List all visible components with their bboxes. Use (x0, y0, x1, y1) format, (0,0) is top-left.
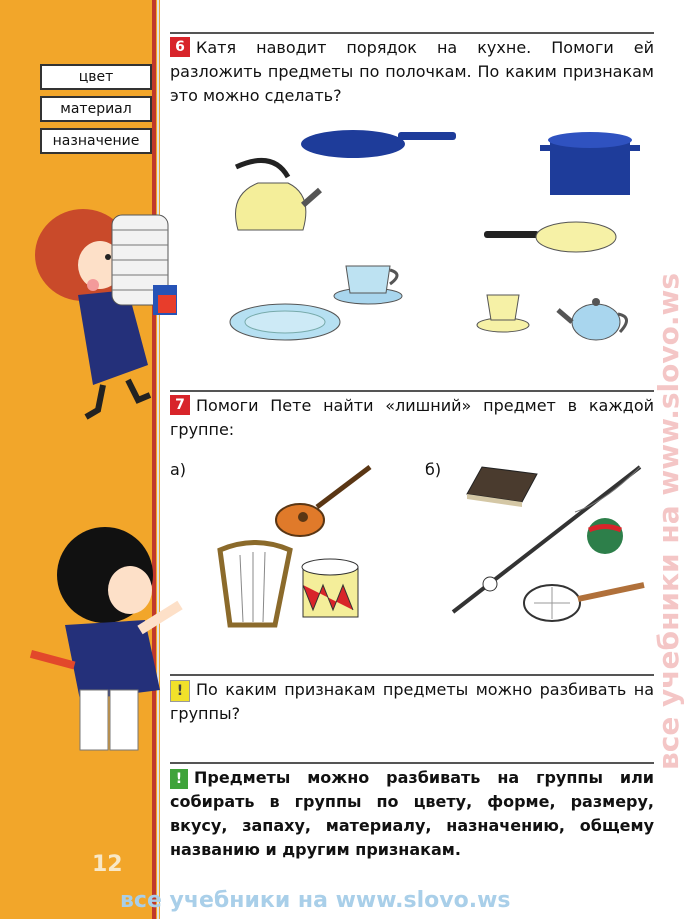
margin-white-edge (157, 0, 159, 919)
task6-number: 6 (170, 37, 190, 57)
tag-purpose: назначение (40, 128, 152, 154)
watermark-side: все учебники на www.slovo.ws (652, 273, 685, 770)
task7-number: 7 (170, 395, 190, 415)
task6-top-rule (170, 32, 654, 34)
group-b-label: б) (425, 460, 442, 479)
harp (215, 540, 295, 635)
question-mark-icon: ! (170, 680, 190, 702)
boy-illustration (10, 520, 200, 770)
guitar (275, 462, 375, 542)
kettle-yellow (228, 155, 323, 235)
margin-red-edge (152, 0, 156, 919)
task7-text: Помоги Пете найти «лишний» предмет в каждой группе: (170, 396, 654, 439)
task6-text: Катя наводит порядок на кухне. Помоги ей разложить предметы по полочкам. По каким признакам это можно сделать? (170, 38, 654, 105)
rule-text: Предметы можно разбивать на группы или собирать в группы по цвету, форме, размеру, вкусу, запаху, материалу, назначению, общему названию и другим признакам. (170, 768, 654, 859)
rule-block (170, 766, 654, 862)
girl-with-dishes-illustration (18, 185, 188, 430)
teacup-blue (332, 258, 407, 308)
tennis-racket (522, 575, 647, 625)
task7-block (170, 394, 654, 442)
exclamation-icon: ! (170, 769, 188, 789)
rule-top-rule (170, 762, 654, 764)
question-text: По каким признакам предметы можно разбивать на группы? (170, 680, 654, 723)
question-top-rule (170, 674, 654, 676)
watermark-bottom: все учебники на www.slovo.ws (120, 888, 511, 913)
task7-top-rule (170, 390, 654, 392)
plate-blue (228, 300, 343, 345)
task6-block (170, 36, 654, 108)
question-block (170, 678, 654, 726)
page-number: 12 (92, 852, 123, 877)
group-a-label: а) (170, 460, 187, 479)
drum (298, 555, 363, 625)
saucepan-blue (540, 125, 640, 200)
ball (584, 515, 626, 557)
tag-material: материал (40, 96, 152, 122)
tag-color: цвет (40, 64, 152, 90)
teapot-blue (556, 292, 636, 342)
small-cup-yellow (475, 290, 535, 335)
frying-pan-yellow (484, 215, 619, 260)
